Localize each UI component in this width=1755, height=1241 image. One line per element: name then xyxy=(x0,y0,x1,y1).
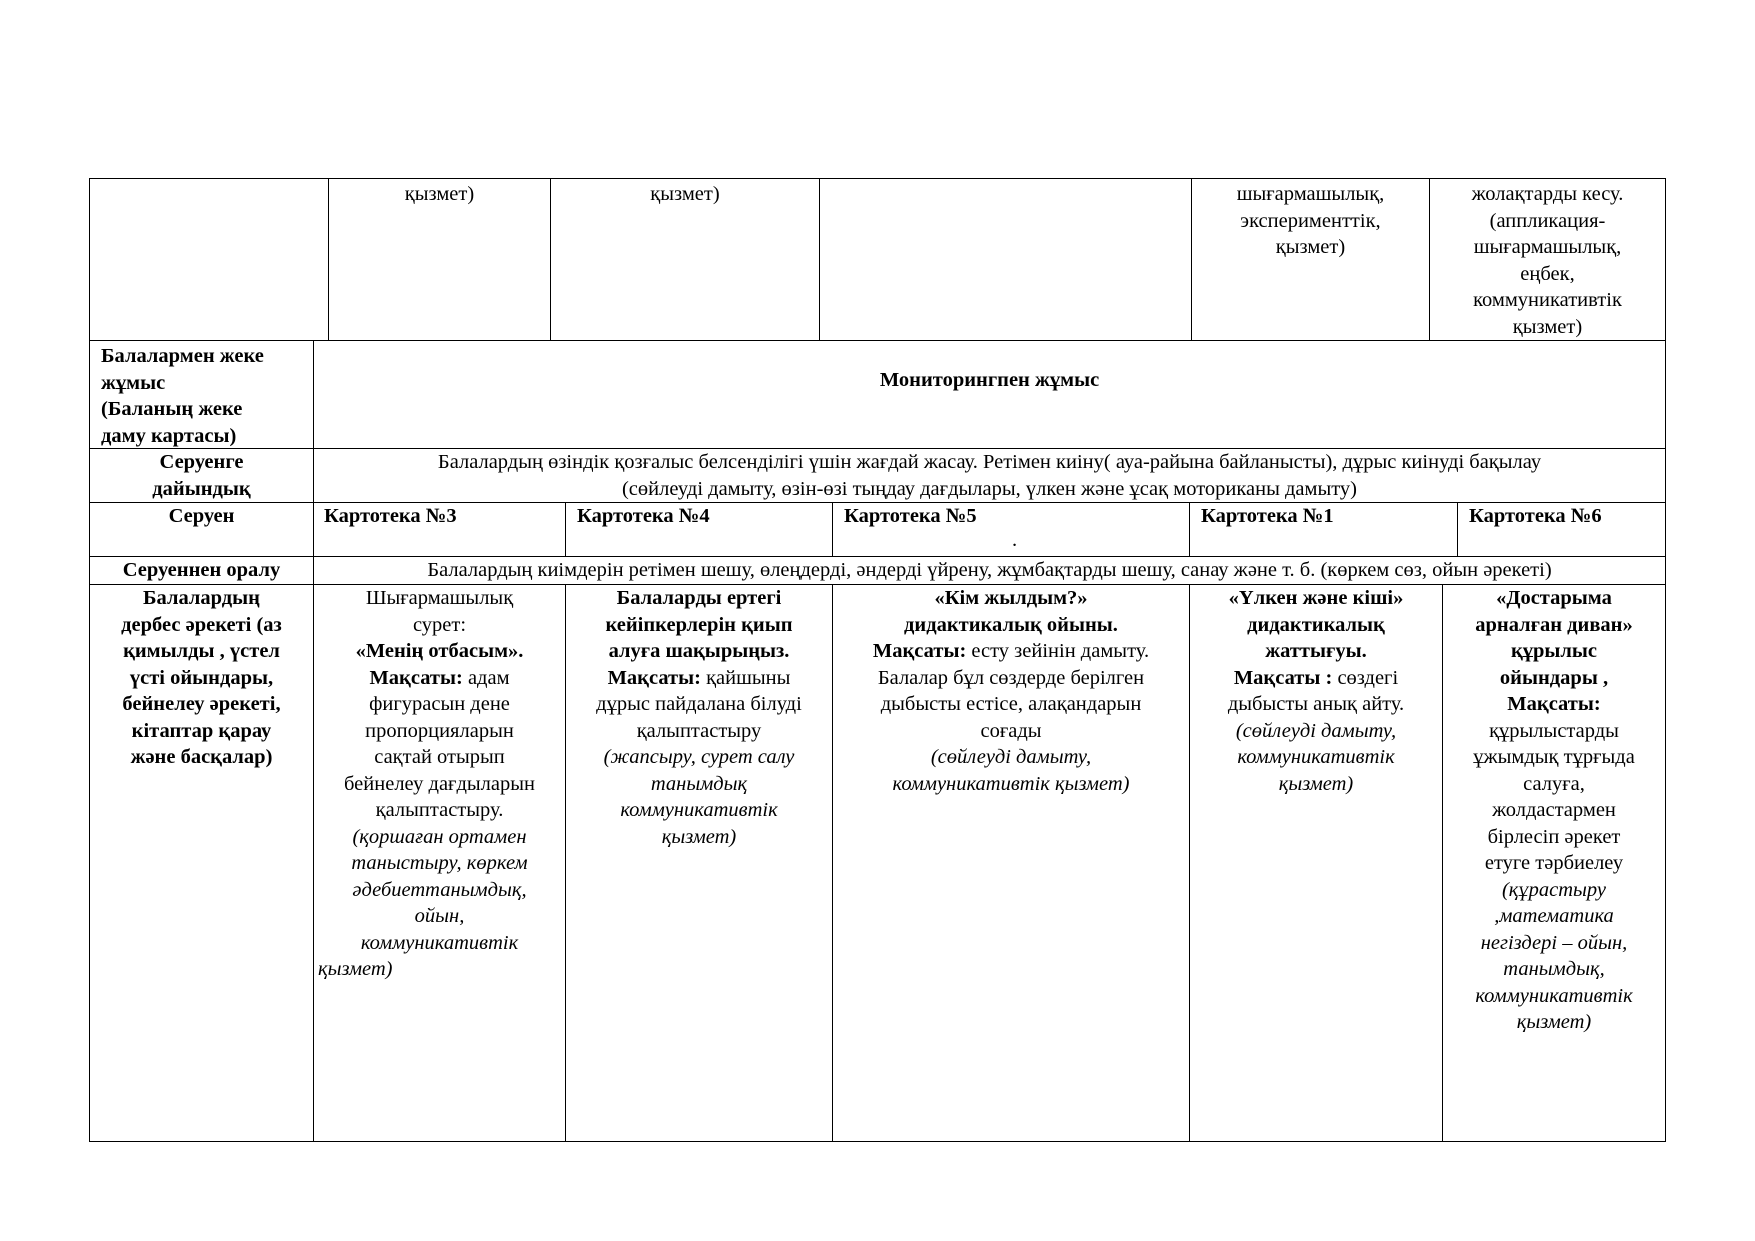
cell-text: эксперименттік, xyxy=(1240,209,1381,232)
row-label xyxy=(90,449,313,502)
card-label: Картотека №6 xyxy=(1469,505,1602,527)
goal-text: сөздегі xyxy=(1337,666,1399,689)
goal-text: пропорцияларын xyxy=(365,719,514,742)
activity-text: сурет: xyxy=(412,613,467,636)
activity-note: қызмет) xyxy=(1516,1011,1592,1033)
goal-text: қайшыны xyxy=(706,666,791,689)
row-label-text: кітаптар қарау xyxy=(131,719,272,742)
activity-title: кейіпкерлерін қиып xyxy=(605,613,793,636)
activity-note: коммуникативтік xyxy=(1475,984,1633,1007)
card-label: Картотека №4 xyxy=(577,505,710,527)
cell-text: коммуникативтік xyxy=(1473,289,1622,311)
cell-text: қызмет) xyxy=(1512,315,1583,338)
goal-text: дұрыс пайдалана білуді xyxy=(596,693,802,715)
row-label xyxy=(90,341,313,448)
activity-title: «Менің отбасым». xyxy=(355,640,524,662)
table-row xyxy=(90,448,1665,502)
row-label-text: (Баланың жеке xyxy=(101,398,243,420)
cell-text: шығармашылық, xyxy=(1473,236,1622,258)
activity-note: коммуникативтік xyxy=(360,931,519,954)
goal-text: жолдастармен xyxy=(1492,799,1616,821)
monitoring-text: Мониторингпен жұмыс xyxy=(879,369,1100,391)
cell-text: қызмет) xyxy=(650,183,720,205)
cell-text: еңбек, xyxy=(1520,262,1575,285)
activity-note: (жапсыру, сурет салу xyxy=(603,746,795,768)
goal-label: Мақсаты: xyxy=(607,666,701,689)
activity-title: «Кім жылдым?» xyxy=(934,587,1088,609)
activity-note: коммуникативтік қызмет) xyxy=(892,772,1130,795)
activity-note: коммуникативтік xyxy=(620,799,778,821)
activity-note: әдебиеттанымдық, xyxy=(352,878,527,901)
goal-text: салуға, xyxy=(1523,772,1585,795)
card-label: Картотека №3 xyxy=(324,505,457,527)
activity-note: ,математика xyxy=(1494,905,1614,927)
return-cell xyxy=(313,557,1665,584)
activity-note: қызмет) xyxy=(318,958,393,980)
card-cell xyxy=(832,503,1189,556)
table-cell xyxy=(1191,179,1429,340)
goal-text: Балалар бұл сөздерде берілген xyxy=(877,666,1145,689)
activity-note: (қоршаған ортамен xyxy=(352,825,527,848)
cell-text: (аппликация- xyxy=(1489,209,1606,232)
cell-text: жолақтарды кесу. xyxy=(1471,183,1624,205)
activity-cell xyxy=(313,585,565,1141)
goal-text: фигурасын дене xyxy=(369,693,510,715)
goal-text: дыбысты анық айту. xyxy=(1227,693,1405,715)
row-label-text: Серуенге xyxy=(159,451,244,473)
activity-note: ойын, xyxy=(414,905,465,927)
activity-title: Балаларды ертегі xyxy=(616,587,782,609)
return-text: Балалардың киімдерін ретімен шешу, өлеңдерді, әндерді үйрену, жұмбақтарды шешу, санау және т. б. (көркем сөз, ойын әрекеті) xyxy=(427,559,1552,581)
table-row xyxy=(90,584,1665,1141)
table-row xyxy=(90,502,1665,556)
activity-note: танымдық xyxy=(650,772,748,795)
activity-cell xyxy=(1189,585,1442,1141)
activity-cell xyxy=(832,585,1189,1141)
goal-text: адам xyxy=(467,666,510,689)
schedule-table xyxy=(89,178,1666,1142)
cell-text: шығармашылық, xyxy=(1236,183,1385,205)
cell-text: қызмет) xyxy=(404,183,475,205)
activity-title: жаттығуы. xyxy=(1265,640,1367,662)
activity-title: арналған диван» xyxy=(1475,613,1633,636)
activity-title: алуға шақырыңыз. xyxy=(608,640,790,662)
activity-cell xyxy=(1442,585,1665,1141)
table-cell xyxy=(90,179,328,340)
card-label: Картотека №5 xyxy=(844,505,977,527)
goal-text: етуге тәрбиелеу xyxy=(1484,852,1624,874)
walk-prep-cell xyxy=(313,449,1665,502)
goal-label: Мақсаты: xyxy=(1507,693,1601,715)
card-cell xyxy=(313,503,565,556)
row-label-text: және басқалар) xyxy=(130,746,273,768)
goal-text: бейнелеу дағдыларын xyxy=(344,772,535,795)
goal-text: соғады xyxy=(980,719,1042,742)
activity-title: құрылыс xyxy=(1510,640,1598,662)
table-cell xyxy=(328,179,550,340)
goal-text: ұжымдық тұрғыда xyxy=(1473,746,1635,768)
activity-note: (сөйлеуді дамыту, xyxy=(930,746,1092,768)
row-label-text: үсті ойындары, xyxy=(129,666,274,689)
cell-text: қызмет) xyxy=(1275,236,1346,258)
activity-title: дидактикалық xyxy=(1247,613,1385,636)
goal-text: құрылыстарды xyxy=(1489,719,1619,742)
activity-note: негіздері – ойын, xyxy=(1480,931,1628,954)
dot-mark: . xyxy=(1011,528,1018,551)
goal-label: Мақсаты: xyxy=(369,666,463,689)
goal-text: сақтай отырып xyxy=(374,746,505,768)
activity-title: дидактикалық ойыны. xyxy=(904,613,1118,636)
row-label xyxy=(90,585,313,1141)
activity-note: коммуникативтік xyxy=(1237,746,1395,768)
row-label-text: Серуеннен оралу xyxy=(122,559,281,581)
goal-text: бірлесіп әрекет xyxy=(1487,825,1621,848)
row-label-text: қимылды , үстел xyxy=(123,640,280,662)
goal-text: қалыптастыру xyxy=(636,719,762,742)
monitoring-cell xyxy=(313,341,1665,448)
row-label-text: дербес әрекеті (аз xyxy=(121,613,282,636)
activity-title: «Үлкен және кіші» xyxy=(1228,587,1404,609)
table-cell xyxy=(1429,179,1665,340)
card-cell xyxy=(1457,503,1665,556)
activity-note: (сөйлеуді дамыту, xyxy=(1235,719,1397,742)
activity-note: (құрастыру xyxy=(1501,878,1607,901)
row-label-text: дайындық xyxy=(152,477,251,500)
row-label xyxy=(90,503,313,556)
row-label-text: бейнелеу әрекеті, xyxy=(122,693,281,715)
table-row xyxy=(90,556,1665,584)
row-label-text: жұмыс xyxy=(101,371,166,394)
table-cell xyxy=(819,179,1191,340)
activity-text: Шығармашылық xyxy=(365,587,514,609)
goal-text: қалыптастыру. xyxy=(375,799,504,821)
card-cell xyxy=(565,503,832,556)
row-label xyxy=(90,557,313,584)
card-label: Картотека №1 xyxy=(1201,505,1334,527)
walk-prep-text: Балалардың өзіндік қозғалыс белсенділігі үшін жағдай жасау. Ретімен киіну( ауа-райына байланысты), дұрыс киінуді бақылау xyxy=(437,451,1542,473)
row-label-text: Серуен xyxy=(168,505,235,527)
activity-note: қызмет) xyxy=(1278,772,1354,795)
table-row xyxy=(90,340,1665,448)
card-cell xyxy=(1189,503,1457,556)
goal-text: есту зейінін дамыту. xyxy=(971,640,1150,662)
goal-text: дыбысты естісе, алақандарын xyxy=(880,693,1142,715)
walk-prep-note: (сөйлеуді дамыту, өзін-өзі тыңдау дағдылары, үлкен және ұсақ моториканы дамыту) xyxy=(621,477,1358,500)
activity-title: «Достарыма xyxy=(1496,587,1612,609)
activity-note: қызмет) xyxy=(661,825,737,848)
activity-title: ойындары , xyxy=(1499,666,1609,689)
activity-note: таныстыру, көркем xyxy=(351,852,528,874)
goal-label: Мақсаты : xyxy=(1233,666,1333,689)
row-label-text: даму картасы) xyxy=(101,424,237,447)
activity-cell xyxy=(565,585,832,1141)
row-label-text: Балалардың xyxy=(143,587,260,609)
activity-note: танымдық, xyxy=(1503,958,1605,980)
table-row xyxy=(90,179,1665,340)
goal-label: Мақсаты: xyxy=(872,640,967,662)
table-cell xyxy=(550,179,819,340)
row-label-text: Балалармен жеке xyxy=(101,345,264,367)
